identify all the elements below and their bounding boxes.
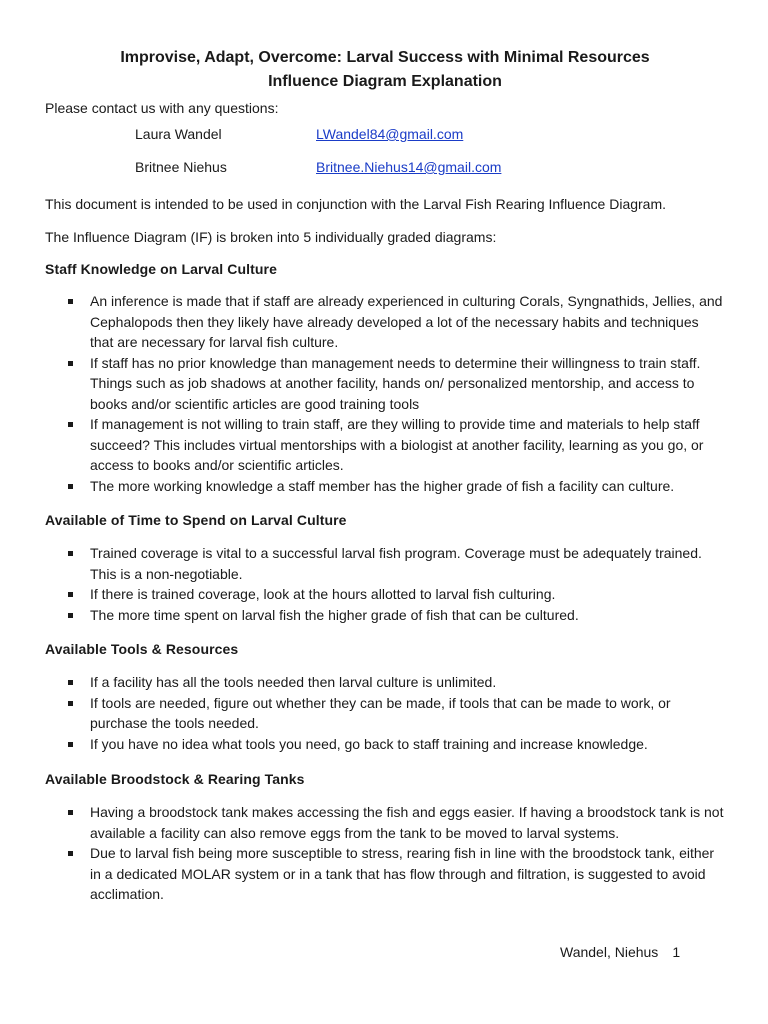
contact-email-link[interactable]: Britnee.Niehus14@gmail.com xyxy=(316,159,502,175)
contact-name: Britnee Niehus xyxy=(135,159,227,175)
list-item: The more working knowledge a staff member has the higher grade of fish a facility can culture. xyxy=(45,476,725,497)
list-item: Due to larval fish being more susceptible to stress, rearing fish in line with the broodstock tank, either in a dedicated MOLAR system or in a tank that has flow through and filtration, is suggested to avoid acclimation. xyxy=(45,843,725,905)
bullet-list xyxy=(45,802,725,905)
list-item: The more time spent on larval fish the higher grade of fish that can be cultured. xyxy=(45,605,725,626)
list-item: If staff has no prior knowledge than management needs to determine their willingness to train staff. Things such as job shadows at another facility, hands on/ personalized mentorship, and access to books and/or scientific articles are good training tools xyxy=(45,353,725,415)
list-item: If you have no idea what tools you need, go back to staff training and increase knowledge. xyxy=(45,734,725,755)
section-heading-tools-resources: Available Tools & Resources xyxy=(45,641,239,657)
list-item: An inference is made that if staff are already experienced in culturing Corals, Syngnathids, Jellies, and Cephalopods then they likely have already developed a lot of the necessary habits and techniques that are necessary for larval fish culture. xyxy=(45,291,725,353)
contact-row xyxy=(45,159,725,179)
intro-paragraph: This document is intended to be used in conjunction with the Larval Fish Rearing Influence Diagram. xyxy=(45,196,667,212)
section-heading-broodstock-tanks: Available Broodstock & Rearing Tanks xyxy=(45,771,305,787)
page-footer xyxy=(560,942,680,962)
list-item: If a facility has all the tools needed then larval culture is unlimited. xyxy=(45,672,725,693)
list-item: Trained coverage is vital to a successful larval fish program. Coverage must be adequately trained. This is a non-negotiable. xyxy=(45,543,725,584)
contact-row xyxy=(45,126,725,146)
document-page xyxy=(45,46,725,905)
list-item: Having a broodstock tank makes accessing the fish and eggs easier. If having a broodstock tank is not available a facility can also remove eggs from the tank to be moved to larval systems. xyxy=(45,802,725,843)
section-heading-available-time: Available of Time to Spend on Larval Culture xyxy=(45,512,347,528)
bullet-list xyxy=(45,672,725,754)
contact-intro: Please contact us with any questions: xyxy=(45,100,279,116)
contact-email-link[interactable]: LWandel84@gmail.com xyxy=(316,126,464,142)
contact-name: Laura Wandel xyxy=(135,126,222,142)
list-item: If tools are needed, figure out whether they can be made, if tools that can be made to work, or purchase the tools needed. xyxy=(45,693,725,734)
document-title-line-1: Improvise, Adapt, Overcome: Larval Success with Minimal Resources xyxy=(120,49,650,66)
bullet-list xyxy=(45,291,725,496)
section-heading-staff-knowledge: Staff Knowledge on Larval Culture xyxy=(45,261,277,277)
footer-authors: Wandel, Niehus xyxy=(560,944,659,960)
intro-paragraph: The Influence Diagram (IF) is broken into 5 individually graded diagrams: xyxy=(45,229,497,245)
page-number: 1 xyxy=(672,944,681,960)
document-title-line-2: Influence Diagram Explanation xyxy=(268,73,502,90)
list-item: If management is not willing to train staff, are they willing to provide time and materials to help staff succeed? This includes virtual mentorships with a biologist at another facility, learning as you go, or access to books and/or scientific articles. xyxy=(45,414,725,476)
bullet-list xyxy=(45,543,725,625)
list-item: If there is trained coverage, look at the hours allotted to larval fish culturing. xyxy=(45,584,725,605)
